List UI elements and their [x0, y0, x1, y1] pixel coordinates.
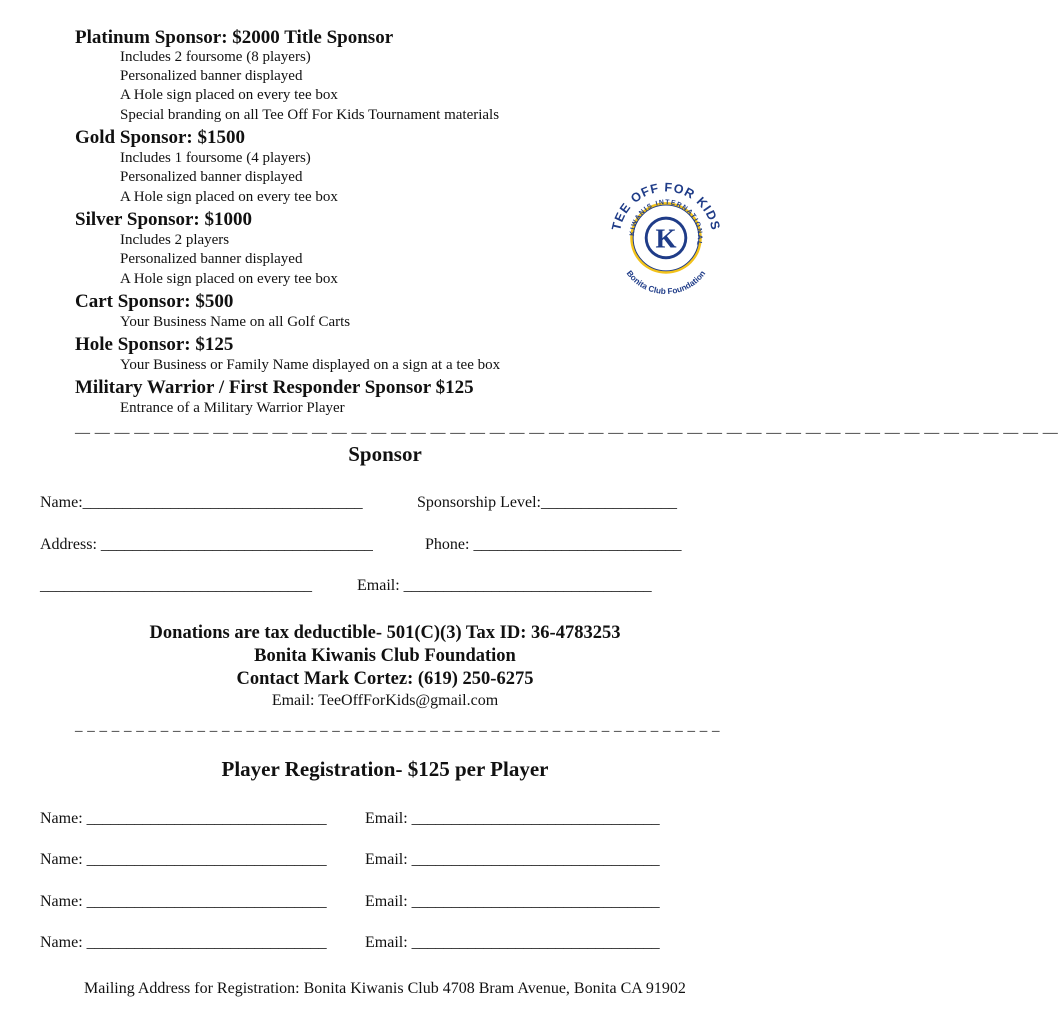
sponsorship-level-field[interactable]: Sponsorship Level:_________________ — [417, 494, 677, 511]
contact-email: Email: TeeOffForKids@gmail.com — [271, 692, 499, 709]
hole-item-1: Your Business or Family Name displayed on a sign at a tee box — [120, 357, 501, 373]
sponsor-address-line2-field[interactable]: __________________________________ — [40, 577, 312, 594]
contact-line: Contact Mark Cortez: (619) 250-6275 — [236, 669, 534, 689]
hole-sponsor-title: Hole Sponsor: $125 — [75, 334, 234, 355]
player-email-field[interactable]: Email: _______________________________ — [365, 934, 660, 951]
gold-item-3: A Hole sign placed on every tee box — [120, 189, 338, 205]
silver-item-1: Includes 2 players — [120, 232, 230, 248]
gold-item-1: Includes 1 foursome (4 players) — [120, 150, 311, 166]
divider-top: — — — — — — — — — — — — — — — — — — — — — — — — — — — — — — — — — — — — — — — — — — — — — — — — — — — [75, 425, 1058, 441]
logo-bottom-text: Bonita Club Foundation — [624, 268, 708, 294]
player-email-field[interactable]: Email: _______________________________ — [365, 851, 660, 868]
gold-item-2: Personalized banner displayed — [120, 169, 303, 185]
military-item-1: Entrance of a Military Warrior Player — [120, 400, 345, 416]
platinum-sponsor-title: Platinum Sponsor: $2000 Title Sponsor — [75, 27, 394, 48]
donation-tax-line: Donations are tax deductible- 501(C)(3) Tax ID: 36-4783253 — [149, 623, 621, 643]
logo-letter: K — [655, 223, 677, 254]
player-email-field[interactable]: Email: _______________________________ — [365, 893, 660, 910]
sponsor-name-field[interactable]: Name:___________________________________ — [40, 494, 363, 511]
platinum-item-2: Personalized banner displayed — [120, 68, 303, 84]
player-name-field[interactable]: Name: ______________________________ — [40, 893, 327, 910]
platinum-item-4: Special branding on all Tee Off For Kids Tournament materials — [120, 107, 500, 123]
sponsor-address-field[interactable]: Address: __________________________________ — [40, 536, 373, 553]
sponsor-form-title: Sponsor — [348, 442, 422, 466]
cart-item-1: Your Business Name on all Golf Carts — [120, 314, 351, 330]
sponsor-email-field[interactable]: Email: _______________________________ — [357, 577, 652, 594]
tee-off-for-kids-logo — [608, 178, 724, 294]
logo-ring-text: KIWANIS INTERNATIONAL — [628, 199, 704, 247]
player-name-field[interactable]: Name: ______________________________ — [40, 810, 327, 827]
platinum-item-1: Includes 2 foursome (8 players) — [120, 49, 311, 65]
mailing-address: Mailing Address for Registration: Bonita Kiwanis Club 4708 Bram Avenue, Bonita CA 91902 — [84, 980, 686, 997]
silver-item-3: A Hole sign placed on every tee box — [120, 271, 338, 287]
cart-sponsor-title: Cart Sponsor: $500 — [75, 291, 234, 312]
silver-item-2: Personalized banner displayed — [120, 251, 303, 267]
logo-top-text: TEE OFF FOR KIDS — [609, 180, 723, 232]
silver-sponsor-title: Silver Sponsor: $1000 — [75, 209, 253, 230]
player-email-field[interactable]: Email: _______________________________ — [365, 810, 660, 827]
player-registration-title: Player Registration- $125 per Player — [221, 757, 549, 781]
divider-bottom: _ _ _ _ _ _ _ _ _ _ _ _ _ _ _ _ _ _ _ _ _ _ _ _ _ _ _ _ _ _ _ _ _ _ _ _ _ _ _ _ _ _ _ _ _ _ _ _ _ _ _ _ _ — [75, 718, 720, 734]
player-name-field[interactable]: Name: ______________________________ — [40, 934, 327, 951]
sponsor-phone-field[interactable]: Phone: __________________________ — [425, 536, 682, 553]
military-sponsor-title: Military Warrior / First Responder Sponsor $125 — [75, 377, 474, 398]
gold-sponsor-title: Gold Sponsor: $1500 — [75, 127, 245, 148]
player-name-field[interactable]: Name: ______________________________ — [40, 851, 327, 868]
platinum-item-3: A Hole sign placed on every tee box — [120, 87, 338, 103]
foundation-name: Bonita Kiwanis Club Foundation — [254, 646, 516, 666]
